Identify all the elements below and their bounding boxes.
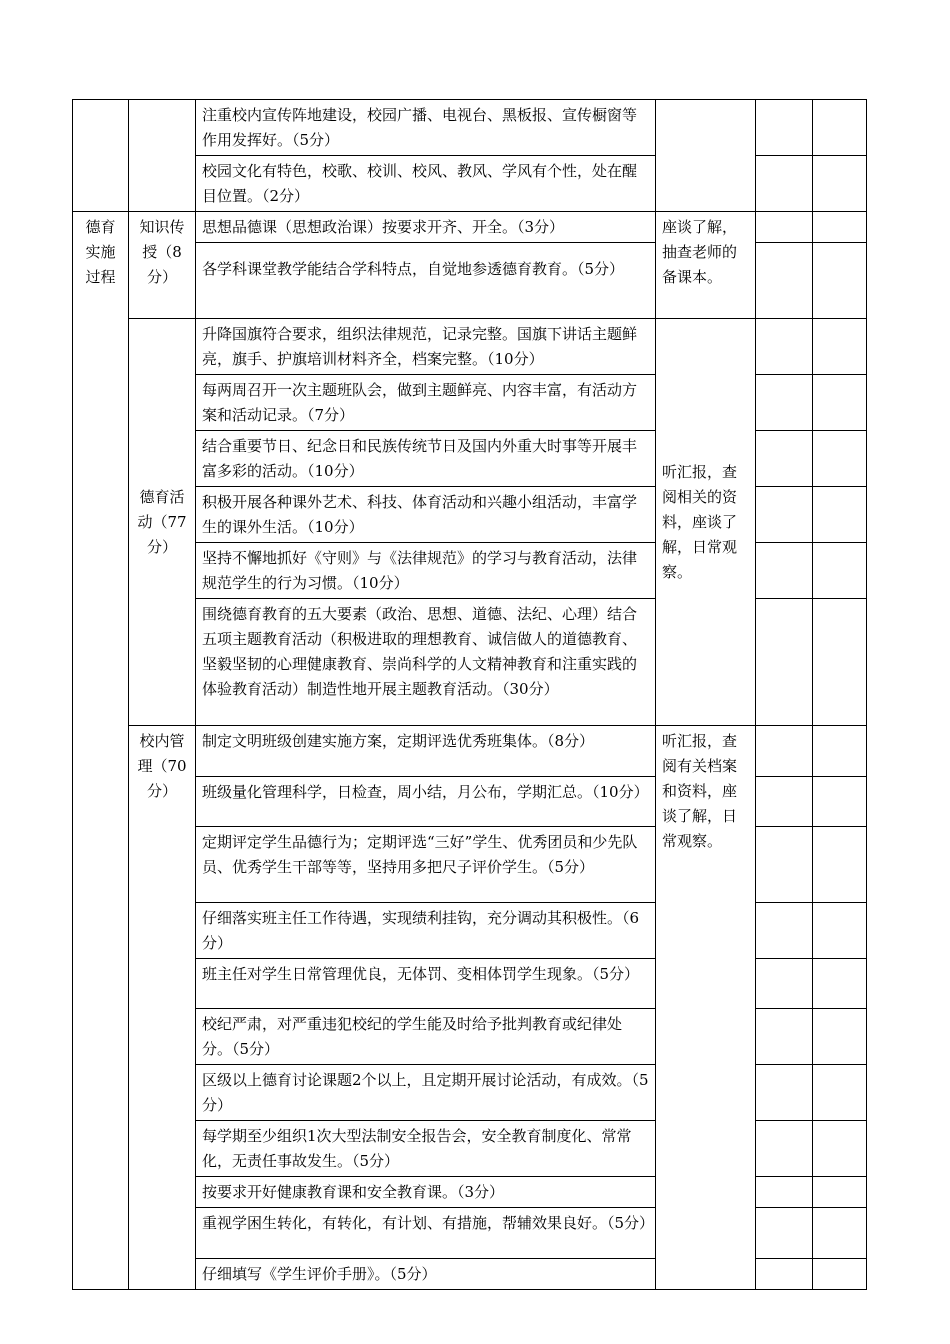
criterion-cell: 坚持不懈地抓好《守则》与《法律规范》的学习与教育活动，法律规范学生的行为习惯。（10分） <box>196 543 656 599</box>
score-cell <box>813 1208 867 1259</box>
score-cell <box>756 156 813 212</box>
score-cell <box>813 243 867 319</box>
score-cell <box>813 1259 867 1290</box>
score-cell <box>756 1121 813 1177</box>
score-cell <box>813 543 867 599</box>
score-cell <box>813 1065 867 1121</box>
score-cell <box>756 212 813 243</box>
criterion-cell: 班主任对学生日常管理优良，无体罚、变相体罚学生现象。（5分） <box>196 959 656 1009</box>
criterion-cell: 定期评定学生品德行为；定期评选“三好”学生、优秀团员和少先队员、优秀学生干部等等，坚持用多把尺子评价学生。（5分） <box>196 827 656 903</box>
category-cell-blank <box>73 100 129 212</box>
score-cell <box>756 1259 813 1290</box>
criterion-cell: 结合重要节日、纪念日和民族传统节日及国内外重大时事等开展丰富多彩的活动。（10分） <box>196 431 656 487</box>
score-cell <box>813 1009 867 1065</box>
score-cell <box>813 487 867 543</box>
criterion-cell: 积极开展各种课外艺术、科技、体育活动和兴趣小组活动，丰富学生的课外生活。（10分） <box>196 487 656 543</box>
criterion-cell: 区级以上德育讨论课题2个以上，且定期开展讨论活动，有成效。（5分） <box>196 1065 656 1121</box>
criterion-cell: 各学科课堂教学能结合学科特点，自觉地参透德育教育。（5分） <box>196 243 656 319</box>
table-row <box>73 319 867 375</box>
group-cell-blank <box>129 100 196 212</box>
score-cell <box>756 1009 813 1065</box>
score-cell <box>756 726 813 777</box>
criterion-cell: 思想品德课（思想政治课）按要求开齐、开全。（3分） <box>196 212 656 243</box>
criterion-cell: 重视学困生转化，有转化，有计划、有措施，帮辅效果良好。（5分） <box>196 1208 656 1259</box>
criterion-cell: 制定文明班级创建实施方案，定期评选优秀班集体。（8分） <box>196 726 656 777</box>
score-cell <box>756 903 813 959</box>
score-cell <box>756 431 813 487</box>
score-cell <box>813 903 867 959</box>
score-cell <box>813 959 867 1009</box>
score-cell <box>813 1121 867 1177</box>
method-cell-management: 听汇报，查阅有关档案和资料，座谈了解，日常观察。 <box>656 726 756 1290</box>
score-cell <box>756 319 813 375</box>
score-cell <box>813 212 867 243</box>
criterion-cell: 每学期至少组织1次大型法制安全报告会，安全教育制度化、常常化，无责任事故发生。（5分） <box>196 1121 656 1177</box>
method-cell-blank <box>656 100 756 212</box>
score-cell <box>756 1065 813 1121</box>
criterion-cell: 校园文化有特色，校歌、校训、校风、教风、学风有个性，处在醒目位置。（2分） <box>196 156 656 212</box>
score-cell <box>813 156 867 212</box>
table-row <box>73 726 867 777</box>
score-cell <box>813 1177 867 1208</box>
score-cell <box>756 777 813 827</box>
category-cell: 德育实施过程 <box>73 212 129 1290</box>
method-cell-activities: 听汇报，查阅相关的资料，座谈了解，日常观察。 <box>656 319 756 726</box>
method-cell-knowledge: 座谈了解，抽查老师的备课本。 <box>656 212 756 319</box>
score-cell <box>756 100 813 156</box>
table-row <box>73 100 867 156</box>
score-cell <box>756 487 813 543</box>
criterion-cell: 每两周召开一次主题班队会，做到主题鲜亮、内容丰富，有活动方案和活动记录。（7分） <box>196 375 656 431</box>
score-cell <box>813 777 867 827</box>
criterion-cell: 按要求开好健康教育课和安全教育课。（3分） <box>196 1177 656 1208</box>
group-cell-activities: 德育活动（77分） <box>129 319 196 726</box>
criterion-cell: 仔细落实班主任工作待遇，实现绩利挂钩，充分调动其积极性。（6分） <box>196 903 656 959</box>
score-cell <box>756 1177 813 1208</box>
score-cell <box>813 319 867 375</box>
score-cell <box>756 543 813 599</box>
score-cell <box>756 1208 813 1259</box>
criterion-cell: 校纪严肃，对严重违犯校纪的学生能及时给予批判教育或纪律处分。（5分） <box>196 1009 656 1065</box>
criterion-cell: 升降国旗符合要求，组织法律规范，记录完整。国旗下讲话主题鲜亮，旗手、护旗培训材料齐全，档案完整。（10分） <box>196 319 656 375</box>
score-cell <box>813 827 867 903</box>
table-row <box>73 212 867 243</box>
score-cell <box>813 431 867 487</box>
score-cell <box>813 599 867 726</box>
criterion-cell: 围绕德育教育的五大要素（政治、思想、道德、法纪、心理）结合五项主题教育活动（积极进取的理想教育、诚信做人的道德教育、坚毅坚韧的心理健康教育、崇尚科学的人文精神教育和注重实践的体验教育活动）制造性地开展主题教育活动。（30分） <box>196 599 656 726</box>
criterion-cell: 仔细填写《学生评价手册》。（5分） <box>196 1259 656 1290</box>
score-cell <box>756 959 813 1009</box>
evaluation-table <box>72 99 867 1290</box>
group-cell-knowledge: 知识传授（8分） <box>129 212 196 319</box>
group-cell-management: 校内管理（70分） <box>129 726 196 1290</box>
score-cell <box>756 243 813 319</box>
criterion-cell: 注重校内宣传阵地建设，校园广播、电视台、黑板报、宣传橱窗等作用发挥好。（5分） <box>196 100 656 156</box>
score-cell <box>756 827 813 903</box>
score-cell <box>813 100 867 156</box>
score-cell <box>813 375 867 431</box>
criterion-cell: 班级量化管理科学，日检查，周小结，月公布，学期汇总。（10分） <box>196 777 656 827</box>
score-cell <box>756 375 813 431</box>
score-cell <box>813 726 867 777</box>
score-cell <box>756 599 813 726</box>
